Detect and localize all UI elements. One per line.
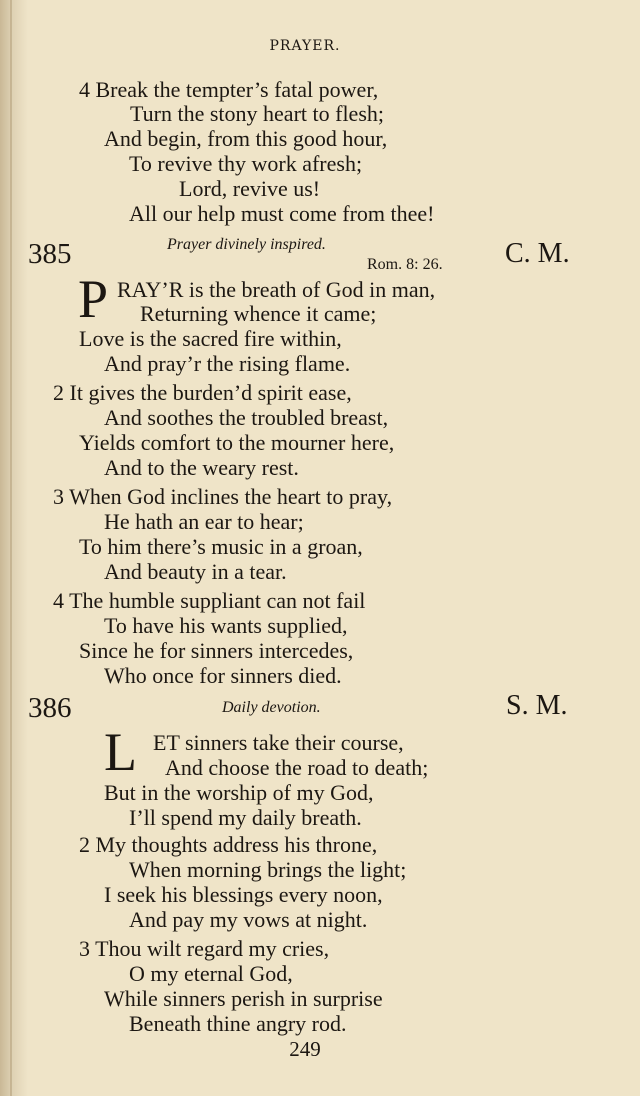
stanza-line: Who once for sinners died. [104, 663, 342, 688]
stanza-number: 4 [53, 588, 64, 613]
hymn-title: Prayer divinely inspired. [167, 236, 326, 253]
hymn-meter: C. M. [505, 238, 570, 269]
hymn-number: 386 [28, 692, 72, 724]
page-edge [0, 0, 28, 1096]
stanza-number: 3 [79, 936, 90, 961]
stanza-line: I’ll spend my daily breath. [129, 805, 362, 830]
stanza-line: 3 Thou wilt regard my cries, [79, 936, 330, 961]
stanza-number: 2 [79, 832, 90, 857]
stanza-line: 4 The humble suppliant can not fail [53, 588, 366, 613]
drop-cap: L [104, 722, 137, 782]
stanza-line: To revive thy work afresh; [129, 151, 363, 176]
hymn-number: 385 [28, 238, 72, 270]
stanza-line: He hath an ear to hear; [104, 509, 304, 534]
stanza-line: Since he for sinners intercedes, [79, 638, 354, 663]
stanza-line: 3 When God inclines the heart to pray, [53, 484, 393, 509]
stanza-line: And pray’r the rising flame. [104, 351, 351, 376]
stanza-line: O my eternal God, [129, 961, 293, 986]
hymn-meter: S. M. [506, 690, 568, 721]
stanza-number: 4 [79, 77, 90, 102]
stanza-line: And soothes the troubled breast, [104, 405, 389, 430]
stanza-line: 4 Break the tempter’s fatal power, [79, 77, 379, 102]
stanza-line: And pay my vows at night. [129, 907, 368, 932]
stanza-line: But in the worship of my God, [104, 780, 374, 805]
stanza-line: Turn the stony heart to flesh; [130, 101, 384, 126]
stanza-line: 2 My thoughts address his throne, [79, 832, 378, 857]
stanza-line: To have his wants supplied, [104, 613, 348, 638]
stanza-line: And to the weary rest. [104, 455, 299, 480]
stanza-line: And choose the road to death; [165, 755, 429, 780]
stanza-line: Beneath thine angry rod. [129, 1011, 347, 1036]
stanza-line: Lord, revive us! [179, 176, 321, 201]
scripture-reference: Rom. 8: 26. [367, 256, 443, 273]
running-head: PRAYER. [269, 38, 341, 54]
stanza-line: ET sinners take their course, [153, 730, 404, 755]
drop-cap: P [78, 269, 109, 329]
stanza-line: All our help must come from thee! [129, 201, 435, 226]
stanza-line: Returning whence it came; [140, 301, 377, 326]
hymn-title: Daily devotion. [222, 699, 321, 716]
stanza-line: And beauty in a tear. [104, 559, 287, 584]
stanza-line: Love is the sacred fire within, [79, 326, 342, 351]
stanza-line: RAY’R is the breath of God in man, [117, 277, 436, 302]
stanza-line: I seek his blessings every noon, [104, 882, 383, 907]
stanza-number: 3 [53, 484, 64, 509]
stanza-line: When morning brings the light; [129, 857, 407, 882]
stanza-number: 2 [53, 380, 64, 405]
stanza-line: And begin, from this good hour, [104, 126, 388, 151]
stanza-line: While sinners perish in surprise [104, 986, 383, 1011]
stanza-line: 2 It gives the burden’d spirit ease, [53, 380, 352, 405]
stanza-line: Yields comfort to the mourner here, [79, 430, 395, 455]
page-number: 249 [289, 1037, 321, 1061]
stanza-line: To him there’s music in a groan, [79, 534, 363, 559]
